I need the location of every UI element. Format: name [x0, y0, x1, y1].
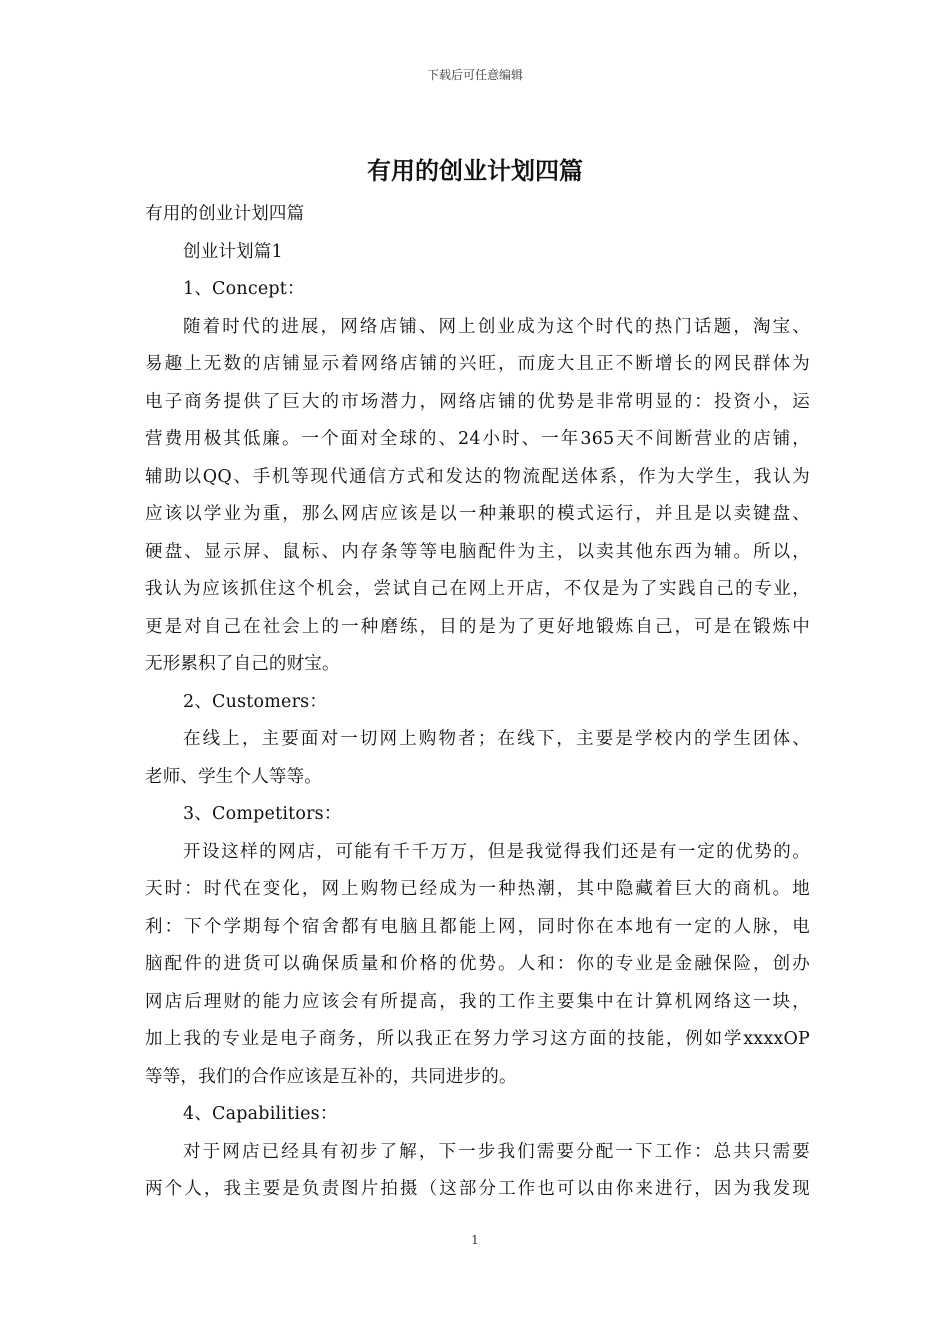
- text-line: 应该以学业为重，那么网店应该是以一种兼职的模式运行，并且是以卖键盘、: [145, 504, 810, 524]
- text-line: 加上我的专业是电子商务，所以我正在努力学习这方面的技能，例如学xxxxOP: [145, 1029, 810, 1049]
- text-line: 两个人，我主要是负责图片拍摄（这部分工作也可以由你来进行，因为我发现: [145, 1179, 810, 1199]
- text-line: 我认为应该抓住这个机会，尝试自己在网上开店，不仅是为了实践自己的专业，: [145, 579, 810, 599]
- text-line: 无形累积了自己的财宝。: [145, 654, 340, 674]
- text-line: 开设这样的网店，可能有千千万万，但是我觉得我们还是有一定的优势的。: [183, 841, 810, 862]
- text-line: 易趣上无数的店铺显示着网络店铺的兴旺，而庞大且正不断增长的网民群体为: [145, 354, 810, 374]
- text-line: 创业计划篇1: [183, 241, 283, 262]
- text-line: 1、Concept：: [183, 279, 305, 299]
- text-line: 在线上，主要面对一切网上购物者；在线下，主要是学校内的学生团体、: [183, 729, 810, 749]
- text-line: 4、Capabilities：: [183, 1104, 338, 1124]
- text-line: 利：下个学期每个宿舍都有电脑且都能上网，同时你在本地有一定的人脉，电: [145, 916, 810, 937]
- text-line: 辅助以QQ、手机等现代通信方式和发达的物流配送体系，作为大学生，我认为: [145, 466, 810, 487]
- text-line: 随着时代的进展，网络店铺、网上创业成为这个时代的热门话题，淘宝、: [183, 316, 810, 337]
- page-header-note: 下载后可任意编辑: [426, 68, 523, 82]
- page-number: 1: [471, 1233, 479, 1247]
- text-line: 电子商务提供了巨大的市场潜力，网络店铺的优势是非常明显的：投资小，运: [145, 391, 810, 412]
- text-line: 2、Customers：: [183, 691, 328, 712]
- text-line: 脑配件的进货可以确保质量和价格的优势。人和：你的专业是金融保险，创办: [145, 954, 810, 974]
- text-line: 天时：时代在变化，网上购物已经成为一种热潮，其中隐藏着巨大的商机。地: [145, 879, 810, 899]
- document-title: 有用的创业计划四篇: [367, 157, 583, 185]
- text-line: 等等，我们的合作应该是互补的，共同进步的。: [145, 1066, 517, 1087]
- text-line: 老师、学生个人等等。: [145, 766, 322, 787]
- document-body: [145, 196, 810, 1209]
- text-line: 对于网店已经具有初步了解，下一步我们需要分配一下工作：总共只需要: [183, 1141, 810, 1162]
- text-line: 硬盘、显示屏、鼠标、内存条等等电脑配件为主，以卖其他东西为辅。所以，: [145, 541, 810, 562]
- text-line: 营费用极其低廉。一个面对全球的、24小时、一年365天不间断营业的店铺，: [145, 429, 810, 449]
- text-line: 有用的创业计划四篇: [145, 204, 305, 224]
- text-line: 网店后理财的能力应该会有所提高，我的工作主要集中在计算机网络这一块，: [145, 991, 810, 1012]
- text-line: 3、Competitors：: [183, 804, 342, 824]
- text-line: 更是对自己在社会上的一种磨练，目的是为了更好地锻炼自己，可是在锻炼中: [145, 616, 810, 637]
